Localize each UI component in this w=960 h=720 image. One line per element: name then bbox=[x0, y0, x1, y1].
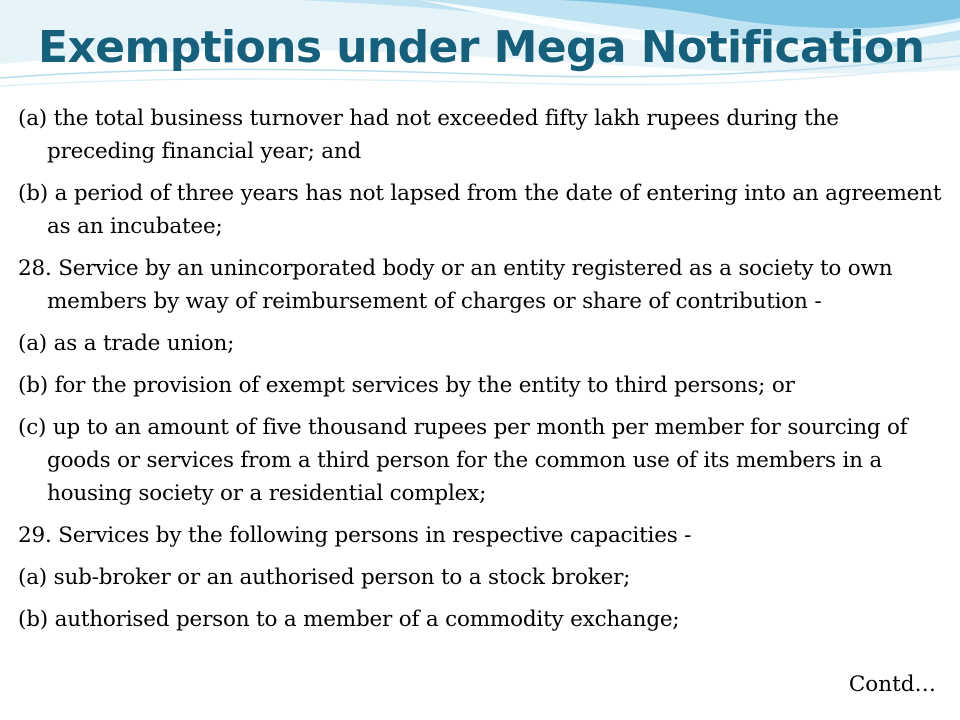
paragraph-b-commodity-exchange: (b) authorised person to a member of a commodity exchange; bbox=[18, 607, 680, 632]
paragraph-c-housing-society: (c) up to an amount of five thousand rupees per month per member for sourcing of goods or services from a third person for the common use of its members in a housing society or a residential complex; bbox=[18, 415, 908, 506]
continued-note: Contd… bbox=[848, 672, 936, 697]
paragraph-b-exempt-services: (b) for the provision of exempt services by the entity to third persons; or bbox=[18, 373, 795, 398]
paragraph-b-incubatee: (b) a period of three years has not lapsed from the date of entering into an agreement as an incubatee; bbox=[18, 181, 942, 239]
paragraph-a-turnover: (a) the total business turnover had not exceeded fifty lakh rupees during the preceding financial year; and bbox=[18, 106, 839, 164]
slide-title: Exemptions under Mega Notification bbox=[38, 22, 925, 73]
paragraph-a-sub-broker: (a) sub-broker or an authorised person to a stock broker; bbox=[18, 565, 631, 590]
slide-body bbox=[18, 102, 948, 645]
paragraph-28-unincorporated-body: 28. Service by an unincorporated body or an entity registered as a society to own members by way of reimbursement of charges or share of contribution - bbox=[18, 256, 893, 314]
paragraph-a-trade-union: (a) as a trade union; bbox=[18, 331, 235, 356]
paragraph-29-persons-capacities: 29. Services by the following persons in respective capacities - bbox=[18, 523, 692, 548]
